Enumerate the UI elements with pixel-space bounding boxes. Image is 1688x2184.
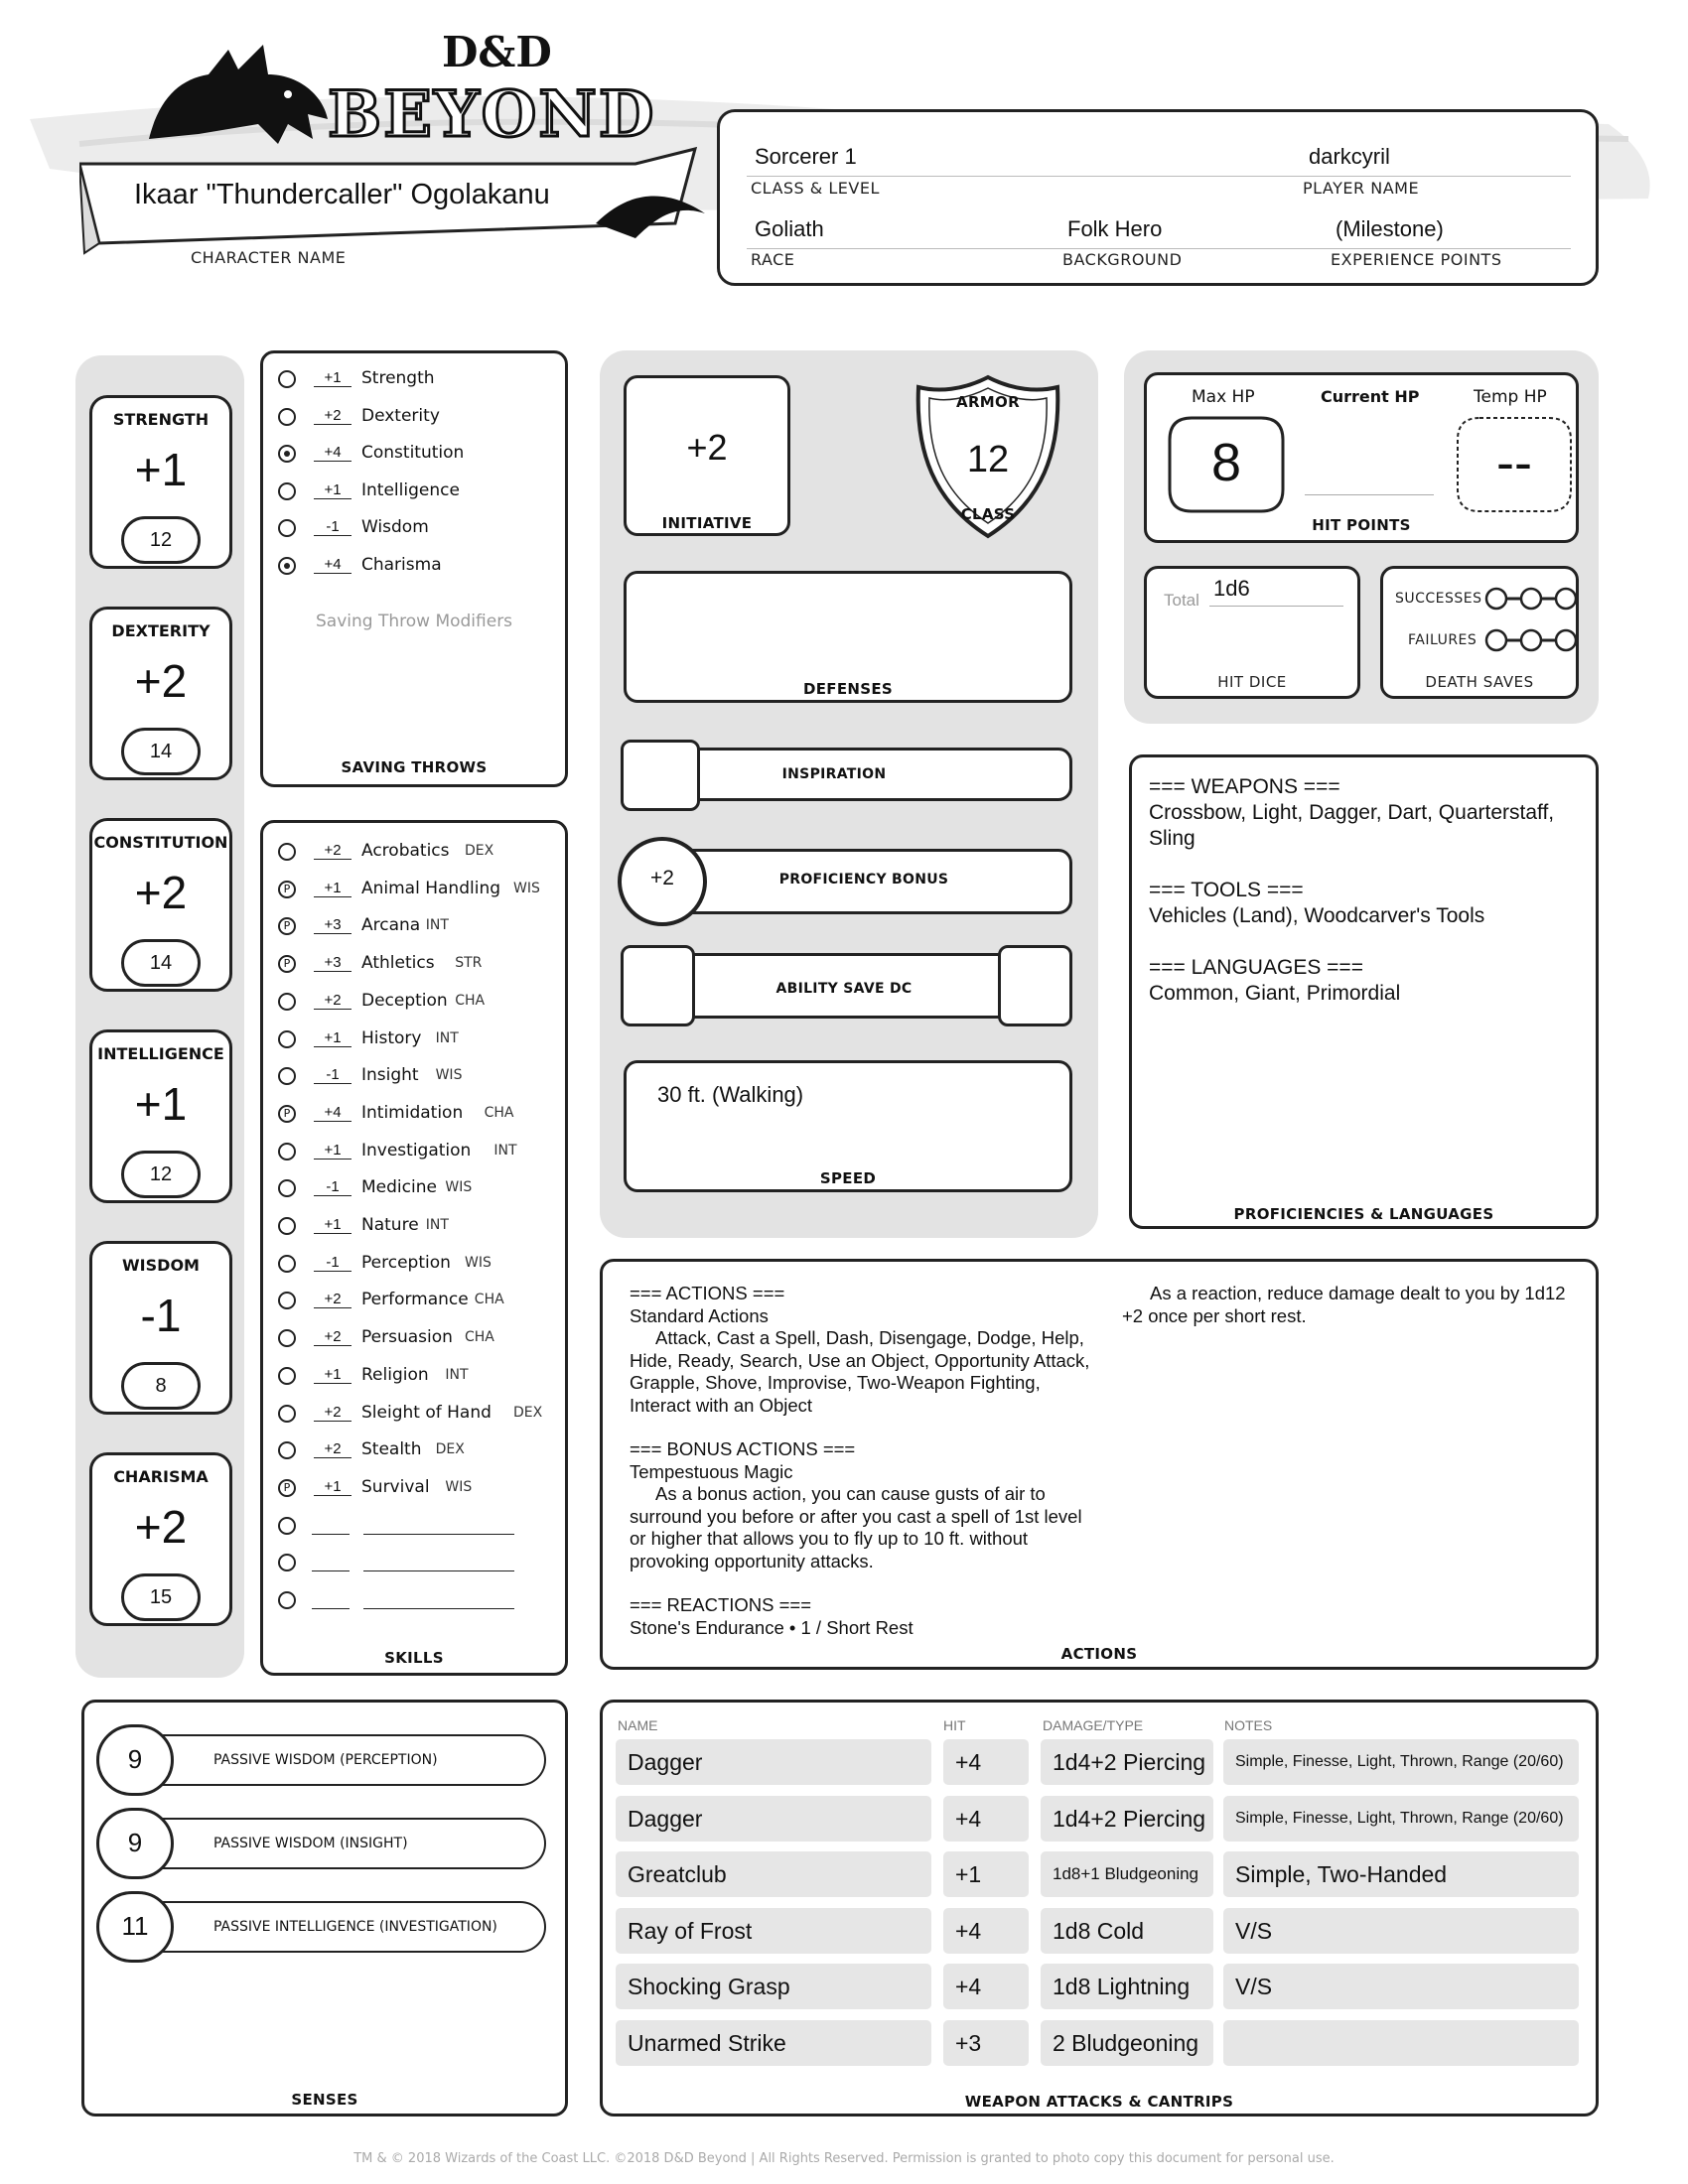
skill-name: Intimidation <box>361 1102 464 1123</box>
skill-name: Investigation <box>361 1140 472 1160</box>
actions-left-column <box>630 1283 1096 1639</box>
attack-row[interactable] <box>616 1908 1579 1954</box>
attack-name: Dagger <box>616 1739 931 1785</box>
attack-name: Greatclub <box>616 1851 931 1897</box>
skill-proficiency-mark: P <box>283 1480 291 1494</box>
inspiration-label: INSPIRATION <box>781 766 887 782</box>
skill-proficiency-checkbox[interactable] <box>278 1479 296 1497</box>
sense-name: PASSIVE INTELLIGENCE (INVESTIGATION) <box>213 1919 497 1935</box>
standard-actions-title: Standard Actions <box>630 1304 769 1326</box>
hit-dice-total-label: Total <box>1164 591 1199 610</box>
skill-modifier: +4 <box>314 1104 352 1122</box>
attack-row[interactable] <box>616 2020 1579 2066</box>
speed-value[interactable]: 30 ft. (Walking) <box>657 1082 804 1107</box>
attack-damage: 1d8 Lightning <box>1041 1964 1213 2009</box>
ability-name: WISDOM <box>122 1256 200 1275</box>
skill-proficiency-mark: P <box>283 1106 291 1120</box>
skill-modifier: +1 <box>314 880 352 897</box>
attack-notes: Simple, Finesse, Light, Thrown, Range (20/60) <box>1223 1796 1579 1842</box>
xp-value[interactable]: (Milestone) <box>1336 216 1444 241</box>
attack-notes: Simple, Finesse, Light, Thrown, Range (20/60) <box>1223 1739 1579 1785</box>
skill-attribute: INT <box>425 1217 449 1233</box>
reaction-text: As a reaction, reduce damage dealt to you by 1d12 +2 once per short rest. <box>1122 1283 1566 1326</box>
death-saves-label: DEATH SAVES <box>1425 673 1534 691</box>
skill-name: Athletics <box>361 953 435 974</box>
skill-attribute: DEX <box>513 1404 543 1421</box>
xp-label: EXPERIENCE POINTS <box>1331 250 1502 269</box>
player-name-label: PLAYER NAME <box>1303 179 1420 198</box>
skill-proficiency-checkbox[interactable] <box>278 993 296 1011</box>
skill-name: Survival <box>361 1476 430 1497</box>
skill-name: Deception <box>361 990 448 1011</box>
race-label: RACE <box>751 250 795 269</box>
inspiration-checkbox[interactable] <box>621 740 700 811</box>
skill-blank-checkbox[interactable] <box>278 1517 296 1535</box>
tools-list: Vehicles (Land), Woodcarver's Tools <box>1149 904 1485 927</box>
max-hp-value[interactable]: 8 <box>1210 433 1242 492</box>
skill-attribute: WIS <box>445 1179 473 1196</box>
standard-actions-text: Attack, Cast a Spell, Dash, Disengage, Dodge, Help, Hide, Ready, Search, Use an Object, Opportunity Attack, Grapple, Shove, Improvise, Two-Weapon Fighting, Interact with an Object <box>630 1327 1090 1416</box>
attack-row[interactable] <box>616 1851 1579 1897</box>
attack-row[interactable] <box>616 1739 1579 1785</box>
max-hp-label: Max HP <box>1192 387 1255 407</box>
attack-damage: 2 Bludgeoning <box>1041 2020 1213 2066</box>
armor-label-bottom: CLASS <box>960 505 1016 523</box>
bonus-action-text: As a bonus action, you can cause gusts of air to surround you before or after you cast a spell of 1st level or higher that allows you to fly up to 10 ft. without provoking opportunity attacks. <box>630 1483 1082 1571</box>
background-value[interactable]: Folk Hero <box>1067 216 1163 241</box>
save-name: Intelligence <box>361 479 460 500</box>
attacks-header-name: NAME <box>618 1717 658 1733</box>
ability-score[interactable]: 14 <box>149 741 173 762</box>
skill-name: Persuasion <box>361 1327 453 1348</box>
beyond-logo: BEYOND <box>328 77 656 152</box>
skill-proficiency-checkbox[interactable] <box>278 1367 296 1385</box>
ability-score[interactable]: 8 <box>155 1375 167 1397</box>
info-line-1 <box>747 176 1571 177</box>
ability-name: CHARISMA <box>113 1467 209 1486</box>
ability-name: STRENGTH <box>112 410 210 429</box>
skill-name: Performance <box>361 1290 469 1310</box>
attack-damage: 1d4+2 Piercing <box>1041 1739 1213 1785</box>
skills-box <box>260 820 568 1676</box>
skill-modifier: +1 <box>314 1478 352 1496</box>
skill-attribute: INT <box>435 1029 459 1046</box>
skill-blank-checkbox[interactable] <box>278 1591 296 1609</box>
skill-attribute: WIS <box>465 1254 492 1271</box>
saving-throws-title: SAVING THROWS <box>341 758 488 776</box>
skill-modifier: +2 <box>314 1291 352 1308</box>
reactions-header: === REACTIONS === <box>630 1594 812 1615</box>
attack-name: Shocking Grasp <box>616 1964 931 2009</box>
attack-hit: +3 <box>943 2020 1029 2066</box>
skill-blank-modifier[interactable] <box>312 1570 350 1571</box>
save-modifier: +4 <box>314 444 352 462</box>
attack-hit: +4 <box>943 1739 1029 1785</box>
skill-proficiency-checkbox[interactable] <box>278 955 296 973</box>
attack-notes: Simple, Two-Handed <box>1223 1851 1579 1897</box>
proficiencies-text <box>1149 774 1586 1007</box>
save-modifier: +1 <box>314 369 352 387</box>
attack-row[interactable] <box>616 1964 1579 2009</box>
skill-proficiency-mark: P <box>283 957 291 971</box>
class-level-label: CLASS & LEVEL <box>751 179 880 198</box>
skill-modifier: +2 <box>314 1404 352 1422</box>
bonus-actions-header: === BONUS ACTIONS === <box>630 1438 856 1459</box>
character-name[interactable]: Ikaar "Thundercaller" Ogolakanu <box>134 179 550 210</box>
skill-modifier: -1 <box>314 1178 352 1196</box>
skill-attribute: CHA <box>484 1104 514 1121</box>
hit-dice-label: HIT DICE <box>1217 673 1287 691</box>
attack-hit: +1 <box>943 1851 1029 1897</box>
skill-name: Animal Handling <box>361 878 501 898</box>
save-proficient-dot <box>284 451 290 457</box>
ability-modifier[interactable]: +1 <box>134 1078 188 1130</box>
hit-dice-value[interactable]: 1d6 <box>1213 576 1250 601</box>
skill-proficiency-checkbox[interactable] <box>278 1217 296 1235</box>
ability-modifier[interactable]: -1 <box>140 1290 182 1341</box>
attack-notes <box>1223 2020 1579 2066</box>
skill-blank-modifier[interactable] <box>312 1534 350 1535</box>
weapons-header: === WEAPONS === <box>1149 775 1340 798</box>
proficiency-bonus-label: PROFICIENCY BONUS <box>778 872 949 887</box>
skill-modifier: +2 <box>314 842 352 860</box>
skill-name: Perception <box>361 1252 451 1273</box>
dnd-logo: D&D <box>442 28 552 76</box>
skill-proficiency-checkbox[interactable] <box>278 881 296 898</box>
skill-proficiency-checkbox[interactable] <box>278 1030 296 1048</box>
temp-hp-value[interactable]: -- <box>1496 433 1532 492</box>
ability-score[interactable]: 12 <box>149 529 173 551</box>
actions-label: ACTIONS <box>1060 1645 1138 1663</box>
hit-points-label: HIT POINTS <box>1312 516 1411 534</box>
save-proficiency-checkbox[interactable] <box>278 519 296 537</box>
skill-modifier: +1 <box>314 1029 352 1047</box>
save-proficient-dot <box>284 563 290 569</box>
ability-name: INTELLIGENCE <box>97 1044 224 1063</box>
save-dc-left-cap <box>621 945 695 1026</box>
skill-attribute: DEX <box>465 843 494 859</box>
sense-name: PASSIVE WISDOM (INSIGHT) <box>213 1836 408 1851</box>
sense-value: 11 <box>121 1911 149 1941</box>
skill-attribute: INT <box>493 1142 517 1159</box>
attack-damage: 1d4+2 Piercing <box>1041 1796 1213 1842</box>
skill-proficiency-mark: P <box>283 882 291 895</box>
ability-modifier[interactable]: +2 <box>134 655 188 707</box>
ability-modifier[interactable]: +2 <box>134 1501 188 1553</box>
skill-modifier: -1 <box>314 1254 352 1272</box>
sense-value: 9 <box>127 1744 143 1774</box>
save-name: Charisma <box>361 554 442 575</box>
skill-attribute: INT <box>445 1366 469 1383</box>
proficiencies-label: PROFICIENCIES & LANGUAGES <box>1233 1205 1494 1223</box>
languages-list: Common, Giant, Primordial <box>1149 982 1401 1005</box>
attacks-header-notes: NOTES <box>1224 1717 1273 1733</box>
skill-name: Insight <box>361 1065 419 1086</box>
save-proficiency-checkbox[interactable] <box>278 482 296 500</box>
attack-hit: +4 <box>943 1964 1029 2009</box>
save-name: Dexterity <box>361 405 440 426</box>
attacks-header-damage: DAMAGE/TYPE <box>1043 1717 1144 1733</box>
attacks-header-hit: HIT <box>943 1717 966 1733</box>
bonus-action-title: Tempestuous Magic <box>630 1460 793 1482</box>
skill-modifier: +1 <box>314 1366 352 1384</box>
sense-name: PASSIVE WISDOM (PERCEPTION) <box>213 1752 438 1768</box>
skill-attribute: CHA <box>455 992 486 1009</box>
current-hp-input[interactable] <box>1305 494 1434 495</box>
skill-attribute: STR <box>455 955 483 972</box>
info-line-2 <box>747 248 1571 249</box>
skill-attribute: WIS <box>435 1067 463 1084</box>
skill-name: Religion <box>361 1364 429 1385</box>
skill-proficiency-checkbox[interactable] <box>278 843 296 861</box>
skill-attribute: INT <box>425 917 449 934</box>
skill-attribute: CHA <box>474 1292 504 1308</box>
hit-dice-line <box>1209 606 1343 607</box>
armor-label-top: ARMOR <box>956 393 1020 411</box>
skill-modifier: +1 <box>314 1216 352 1234</box>
player-name-value[interactable]: darkcyril <box>1309 144 1390 169</box>
skill-blank-modifier[interactable] <box>312 1608 350 1609</box>
skill-proficiency-checkbox[interactable] <box>278 1143 296 1160</box>
attack-name: Ray of Frost <box>616 1908 931 1954</box>
initiative-label: INITIATIVE <box>661 514 753 532</box>
character-name-label: CHARACTER NAME <box>191 248 347 267</box>
save-modifier: +1 <box>314 481 352 499</box>
skill-proficiency-checkbox[interactable] <box>278 1405 296 1423</box>
save-name: Wisdom <box>361 517 429 537</box>
race-value[interactable]: Goliath <box>755 216 824 241</box>
skill-attribute: DEX <box>435 1441 465 1458</box>
skill-proficiency-checkbox[interactable] <box>278 1105 296 1123</box>
background-label: BACKGROUND <box>1062 250 1183 269</box>
attacks-label: WEAPON ATTACKS & CANTRIPS <box>964 2093 1234 2111</box>
skill-name: Acrobatics <box>361 841 450 861</box>
successes-label: SUCCESSES <box>1395 591 1482 607</box>
skill-modifier: +3 <box>314 916 352 934</box>
save-name: Constitution <box>361 443 465 463</box>
skill-name: Arcana <box>361 915 421 936</box>
skill-modifier: +2 <box>314 992 352 1010</box>
armor-class-value[interactable]: 12 <box>966 439 1010 480</box>
skill-modifier: +3 <box>314 954 352 972</box>
footer-text: TM & © 2018 Wizards of the Coast LLC. ©2018 D&D Beyond | All Rights Reserved. Permission is granted to photo copy this document for personal use. <box>353 2151 1335 2166</box>
skill-proficiency-mark: P <box>283 919 291 933</box>
skill-name: Stealth <box>361 1439 422 1460</box>
temp-hp-label: Temp HP <box>1474 387 1547 407</box>
skill-attribute: CHA <box>465 1329 494 1346</box>
skill-name: Sleight of Hand <box>361 1402 492 1423</box>
skill-modifier: +2 <box>314 1440 352 1458</box>
class-level-value[interactable]: Sorcerer 1 <box>755 144 857 169</box>
attack-row[interactable] <box>616 1796 1579 1842</box>
save-dc-right-cap <box>998 945 1072 1026</box>
skill-blank-name[interactable] <box>363 1570 514 1571</box>
proficiency-bonus-value[interactable]: +2 <box>650 867 674 889</box>
attack-hit: +4 <box>943 1908 1029 1954</box>
skill-blank-name[interactable] <box>363 1534 514 1535</box>
weapons-list: Crossbow, Light, Dagger, Dart, Quarterstaff, Sling <box>1149 801 1555 850</box>
saving-throw-modifiers-label: Saving Throw Modifiers <box>316 612 513 631</box>
save-proficiency-checkbox[interactable] <box>278 557 296 575</box>
attack-name: Unarmed Strike <box>616 2020 931 2066</box>
skill-modifier: -1 <box>314 1066 352 1084</box>
current-hp-label: Current HP <box>1321 387 1420 406</box>
dragon-icon <box>139 40 338 149</box>
ability-modifier[interactable]: +2 <box>134 867 188 918</box>
save-proficiency-checkbox[interactable] <box>278 445 296 463</box>
speed-label: SPEED <box>819 1169 877 1187</box>
ability-score[interactable]: 15 <box>149 1586 173 1608</box>
sense-value: 9 <box>127 1828 143 1857</box>
ability-name: CONSTITUTION <box>93 833 228 852</box>
skill-name: History <box>361 1027 422 1048</box>
save-name: Strength <box>361 368 435 388</box>
attack-hit: +4 <box>943 1796 1029 1842</box>
attack-damage: 1d8+1 Bludgeoning <box>1041 1851 1213 1897</box>
skill-proficiency-checkbox[interactable] <box>278 1255 296 1273</box>
initiative-value[interactable]: +2 <box>686 427 728 468</box>
failures-label: FAILURES <box>1408 632 1477 648</box>
ability-score[interactable]: 14 <box>149 952 173 974</box>
skills-title: SKILLS <box>384 1649 444 1667</box>
skill-name: Nature <box>361 1215 419 1235</box>
skill-modifier: +1 <box>314 1142 352 1160</box>
save-proficiency-checkbox[interactable] <box>278 370 296 388</box>
defenses-label: DEFENSES <box>803 680 893 698</box>
skill-blank-name[interactable] <box>363 1608 514 1609</box>
skill-proficiency-checkbox[interactable] <box>278 1329 296 1347</box>
actions-header: === ACTIONS === <box>630 1283 785 1303</box>
skill-modifier: +2 <box>314 1328 352 1346</box>
ability-score[interactable]: 12 <box>149 1163 173 1185</box>
save-proficiency-checkbox[interactable] <box>278 408 296 426</box>
reaction-title: Stone's Endurance • 1 / Short Rest <box>630 1616 914 1638</box>
death-save-checkboxes[interactable] <box>1484 584 1579 663</box>
attack-notes: V/S <box>1223 1908 1579 1954</box>
ability-save-dc-label: ABILITY SAVE DC <box>775 981 913 997</box>
skill-attribute: WIS <box>513 880 540 896</box>
senses-label: SENSES <box>291 2091 358 2109</box>
tools-header: === TOOLS === <box>1149 879 1304 901</box>
ability-name: DEXTERITY <box>111 621 211 640</box>
attack-name: Dagger <box>616 1796 931 1842</box>
save-modifier: +2 <box>314 407 352 425</box>
languages-header: === LANGUAGES === <box>1149 956 1363 979</box>
ability-modifier[interactable]: +1 <box>134 444 188 495</box>
save-modifier: +4 <box>314 556 352 574</box>
attack-notes: V/S <box>1223 1964 1579 2009</box>
skill-name: Medicine <box>361 1177 437 1198</box>
attack-damage: 1d8 Cold <box>1041 1908 1213 1954</box>
skill-attribute: WIS <box>445 1478 473 1495</box>
save-modifier: -1 <box>314 518 352 536</box>
